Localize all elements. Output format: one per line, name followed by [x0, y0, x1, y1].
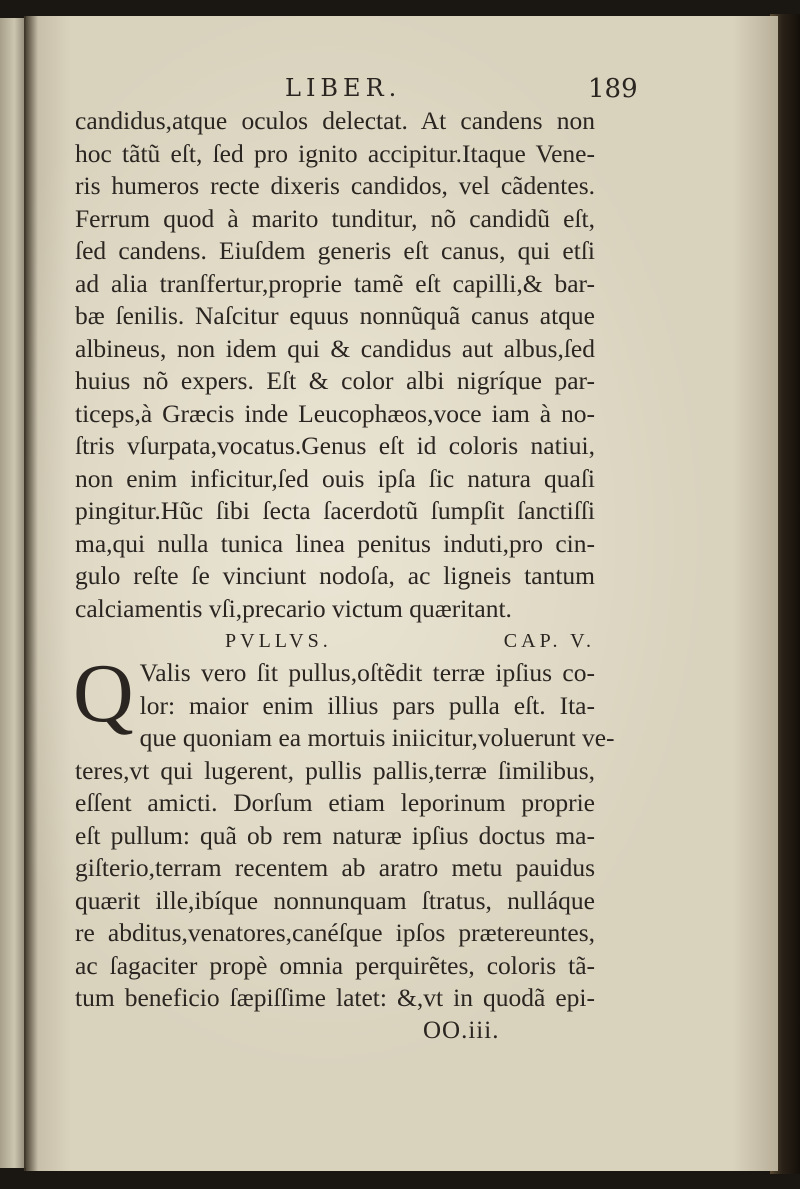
- text-line: ris humeros recte dixeris candidos, vel cãdentes.: [75, 171, 595, 200]
- gutter-shadow: [24, 16, 38, 1171]
- chapter-number: CAP. V.: [503, 630, 595, 652]
- text-line: non enim inficitur,ſed ouis ipſa ſic natura quaſi: [75, 463, 595, 493]
- text-line: teres,vt qui lugerent, pullis pallis,terræ ſimilibus,: [75, 755, 595, 785]
- text-line: ticeps,à Græcis inde Leucophæos,voce iam à no-: [75, 398, 595, 428]
- text-line: ſed candens. Eiuſdem generis eſt canus, qui etſi: [75, 236, 595, 265]
- text-line: que quoniam ea mortuis iniicitur,voluerunt ve-: [139, 723, 615, 752]
- text-line: eſſent amicti. Dorſum etiam leporinum proprie: [75, 788, 595, 817]
- text-line: bæ ſenilis. Naſcitur equus nonnũquã canus atque: [75, 301, 595, 330]
- text-line: ac ſagaciter propè omnia perquirẽtes, coloris tã-: [75, 950, 595, 980]
- text-line: candidus,atque oculos delectat. At candens non: [75, 106, 595, 135]
- text-line: giſterio,terram recentem ab aratro metu pauidus: [75, 853, 595, 882]
- running-head: LIBER.: [285, 74, 402, 102]
- text-line: tum beneficio ſæpiſſime latet: &,vt in quodã epi-: [75, 983, 595, 1012]
- text-line: albineus, non idem qui & candidus aut albus,ſed: [75, 333, 595, 363]
- text-line: hoc tãtũ eſt, ſed pro ignito accipitur.Itaque Vene-: [75, 138, 595, 168]
- drop-cap: Q: [73, 647, 134, 740]
- text-line: quærit ille,ibíque nonnunquam ſtratus, nulláque: [75, 885, 595, 915]
- text-line: huius nõ expers. Eſt & color albi nigríque par-: [75, 366, 595, 395]
- text-line: Ferrum quod à marito tunditur, nõ candidũ eſt,: [75, 203, 595, 233]
- text-line: ma,qui nulla tunica linea penitus induti,pro cin-: [75, 528, 595, 558]
- text-line: ſtris vſurpata,vocatus.Genus eſt id coloris natiui,: [75, 431, 595, 460]
- text-line: eſt pullum: quã ob rem naturæ ipſius doctus ma-: [75, 820, 595, 850]
- text-line: pingitur.Hũc ſibi ſecta ſacerdotũ ſumpſit ſanctiſſi: [75, 496, 595, 525]
- text-line: lor: maior enim illius pars pulla eſt. Ita-: [139, 690, 595, 720]
- main-text-block: [73, 105, 615, 1047]
- text-line: ad alia tranſfertur,proprie tamẽ eſt capilli,& bar-: [75, 268, 595, 298]
- text-line: gulo reſte ſe vinciunt nodoſa, ac ligneis tantum: [75, 561, 595, 590]
- chapter-title: PVLLVS.: [225, 630, 332, 652]
- signature-mark: OO.iii.: [423, 1016, 500, 1044]
- text-line: re abditus,venatores,canéſque ipſos prætereuntes,: [75, 918, 595, 947]
- text-line: calciamentis vſi,precario victum quæritant.: [75, 593, 512, 623]
- page-number: 189: [588, 74, 638, 104]
- text-line: Valis vero ſit pullus,oſtẽdit terræ ipſius co-: [139, 658, 595, 687]
- chapter-heading: [75, 625, 595, 657]
- facing-page-edge: [0, 18, 26, 1168]
